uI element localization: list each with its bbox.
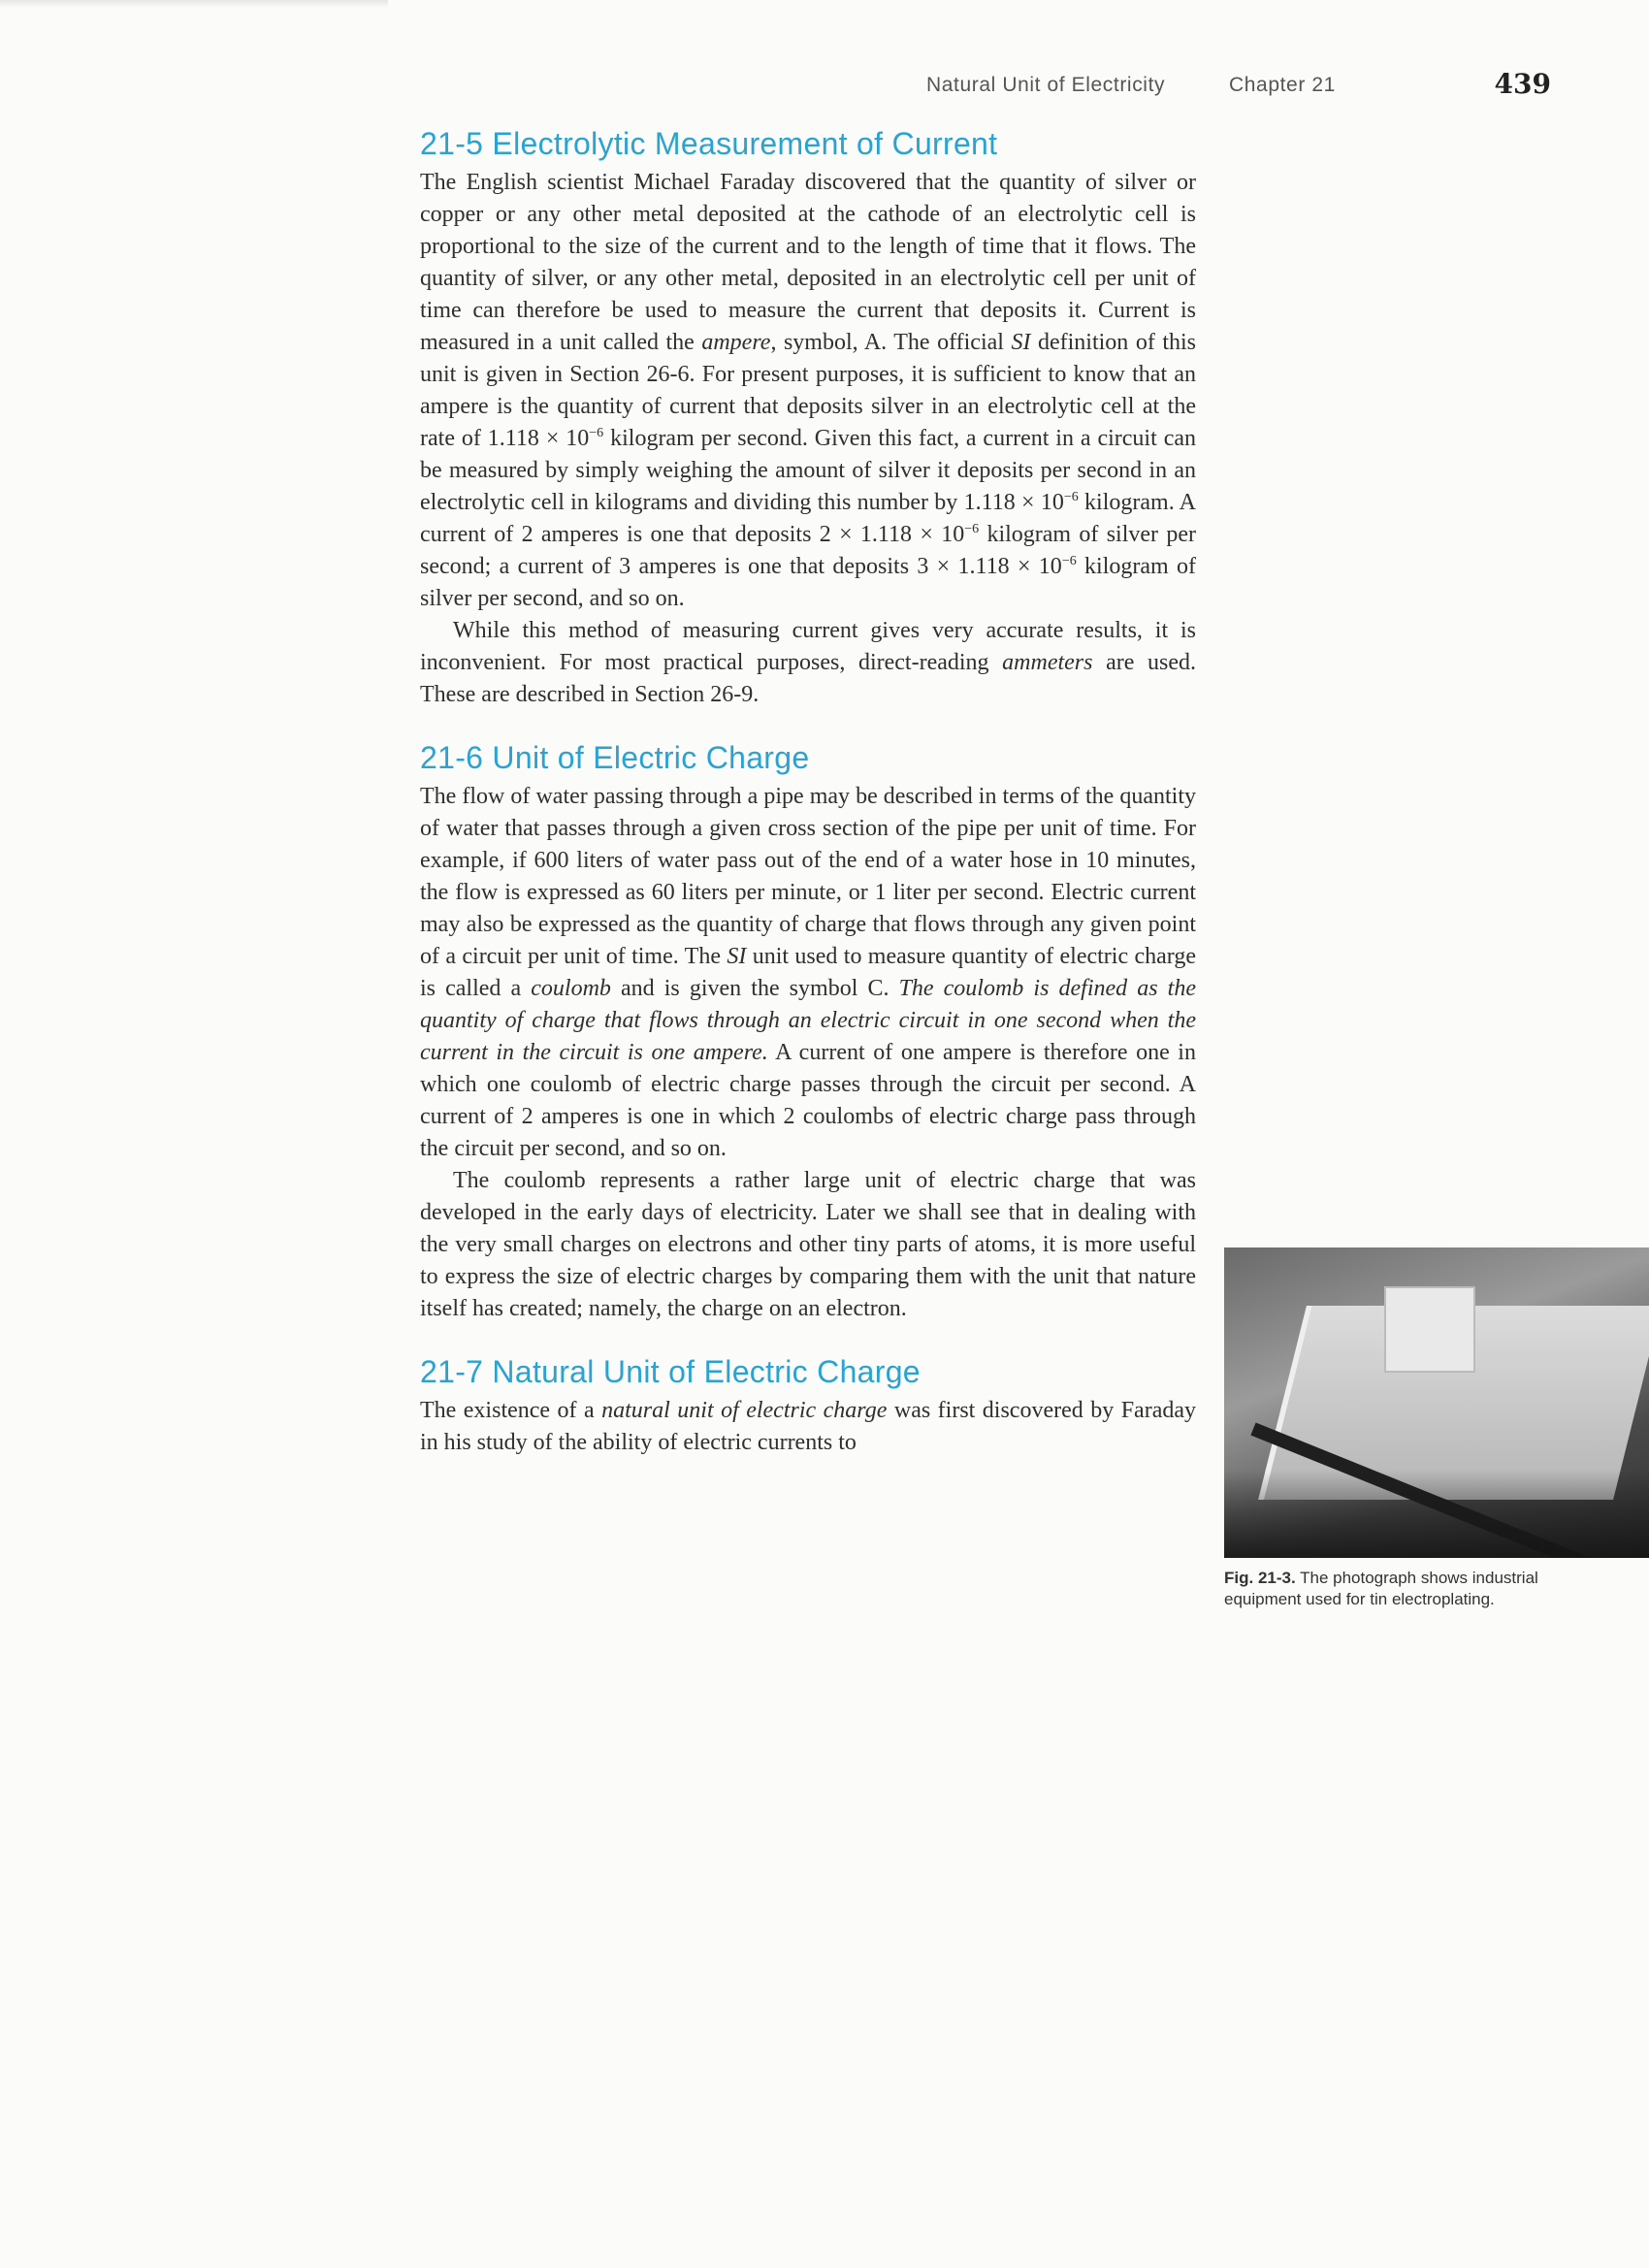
paragraph: The English scientist Michael Faraday discovered that the quantity of silver or copper or any other metal deposited at the cathode of an electrolytic cell is proportional to the size of the current and to the length of time that it flows. The quantity of silver, or any other metal, deposited in an electrolytic cell per unit of time can therefore be used to measure the current that deposits it. Current is measured in a unit called the ampere, symbol, A. The official SI definition of this unit is given in Section 26-6. For present purposes, it is sufficient to know that an ampere is the quantity of current that deposits silver in an electrolytic cell at the rate of $1.118 \times 10^{-6}$ kilogram per second. Given this fact, a current in a circuit can be measured by simply weighing the amount of silver it deposits per second in an electrolytic cell in kilograms and dividing this number by $1.118 \times 10^{-6}$ kilogram. A current of 2 amperes is one that deposits $2 \times 1.118 \times 10^{-6}$ kilogram of silver per second; a current of 3 amperes is one that deposits $3 \times 1.118 \times 10^{-6}$ kilogram of silver per second, and so on. <box>420 170 1197 611</box>
paragraph: The flow of water passing through a pipe may be described in terms of the quantity of water that passes through a given cross section of the pipe per unit of time. For example, if 600 liters of water pass out of the end of a water hose in 10 minutes, the flow is expressed as 60 liters per minute, or 1 liter per second. Electric current may also be expressed as the quantity of charge that flows through any given point of a circuit per unit of time. The SI unit used to measure quantity of electric charge is called a coulomb and is given the symbol C. The coulomb is defined as the quantity of charge that flows through an electric circuit in one second when the current in the circuit is one ampere. A current of one ampere is therefore one in which one coulomb of electric charge passes through the circuit per second. A current of 2 amperes is one in which 2 coulombs of electric charge pass through the circuit per second, and so on. <box>420 784 1197 1161</box>
page-number: 439 <box>1494 68 1551 100</box>
chapter-label: Chapter 21 <box>1229 74 1336 96</box>
paragraph: The coulomb represents a rather large unit of electric charge that was developed in the early days of electricity. Later we shall see that in dealing with the very small charges on electrons and other tiny parts of atoms, it is more useful to express the size of electric charges by comparing them with the unit that nature itself has created; namely, the charge on an electron. <box>420 1168 1196 1321</box>
electroplating-photo <box>1224 1247 1649 1558</box>
running-title: Natural Unit of Electricity <box>926 74 1166 96</box>
running-header <box>926 70 1557 109</box>
figure-caption <box>1224 1568 1544 1610</box>
figure-label: Fig. 21-3. <box>1224 1569 1296 1587</box>
section-heading-21-7: 21-7 Natural Unit of Electric Charge <box>420 1354 921 1389</box>
paragraph: The existence of a natural unit of electric charge was first discovered by Faraday in his study of the ability of electric currents to <box>420 1398 1196 1455</box>
main-text-column <box>420 124 1196 1459</box>
section-heading-21-6: 21-6 Unit of Electric Charge <box>420 740 810 775</box>
photo-shadow <box>1224 1471 1649 1558</box>
paragraph: While this method of measuring current gives very accurate results, it is inconvenient. For most practical purposes, direct-reading ammeters are used. These are described in Section 26-9. <box>420 618 1196 707</box>
figure-caption-text: The photograph shows industrial equipment used for tin electroplating. <box>1224 1569 1538 1608</box>
equipment-box <box>1384 1286 1475 1373</box>
scan-edge <box>0 0 388 8</box>
section-heading-21-5: 21-5 Electrolytic Measurement of Current <box>420 126 998 161</box>
